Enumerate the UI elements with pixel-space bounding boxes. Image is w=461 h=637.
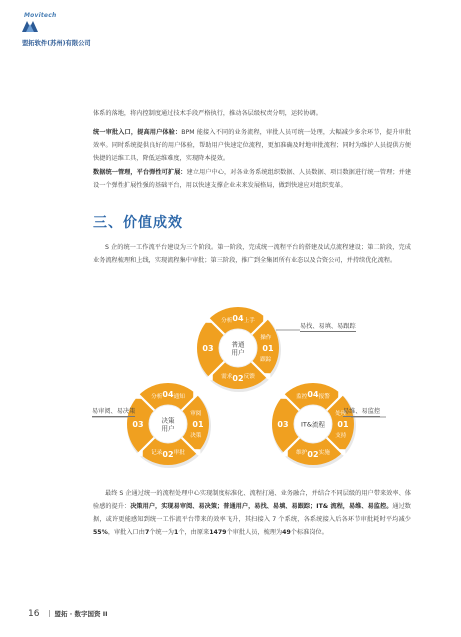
cycle-stage-number: 03 [132,420,144,429]
value-cycle [272,383,356,468]
cycle-segment-label: 跟踪 [260,357,272,364]
results-text: 个统一为 [149,529,174,536]
cycle-stage-number: 02 [162,450,174,459]
cycle-segment-label: 监控 [296,394,308,401]
paragraph-data-management [93,166,411,192]
cycle-center-label: 用户 [161,424,175,433]
cycle-center-label: 决策 [161,416,175,425]
cycle-stage-number: 02 [232,374,244,383]
value-cycle-diagram [60,300,410,475]
cycle-stage-number: 03 [277,420,289,429]
callout-general-user: 易找、易填、易跟踪 [300,323,356,330]
paragraph-unified-entry [93,126,411,165]
results-number: 1 [174,529,179,536]
results-number: 1479 [209,529,227,536]
results-text: 个，由原来 [178,529,210,536]
cycle-segment-label: 上手 [243,318,255,325]
paragraph-lead: 数据统一管理，平台弹性可扩展： [93,169,187,176]
results-number: 55% [93,529,108,536]
results-text: 个审批人员，梳理为 [226,529,283,536]
cycle-stage-number: 01 [337,420,349,429]
cycle-segment-label: 反馈 [243,373,255,380]
results-number: 49 [282,529,291,536]
footer-divider [49,610,50,617]
cycle-segment-label: 实施 [318,449,330,456]
logo-company-name: 盟拓软件(苏州)有限公司 [22,40,91,47]
callout-it-process: 易维、易监控 [343,408,381,415]
cycle-stage-number: 04 [307,390,319,399]
page-footer [28,609,108,619]
logo-brand: Movitech [24,12,57,19]
cycle-segment-label: 需求 [221,373,233,380]
results-text: ，审批入口由 [107,529,145,536]
cycle-segment-label: 审批 [173,449,185,456]
value-cycle [197,307,281,392]
cycle-stage-number: 01 [192,420,204,429]
cycle-stage-number: 01 [262,344,274,353]
cycle-segment-label: 分析 [221,318,233,325]
cycle-segment-label: 审阅 [190,410,202,417]
cycle-stage-number: 03 [202,344,214,353]
results-highlight: 决策用户，实现易审阅、易决策；普通用户，易找、易填、易跟踪；IT& 流程，易维、易监控。 [130,503,393,510]
paragraph-text: 建立用户中心，对各业务系统组织数据、人员数据、项目数据进行统一管理；并建设一个弹性扩展性强的基础平台，用以快速支撑企业未来发展格局，做到快速应对组织变革。 [93,169,412,189]
paragraph-lead: 统一审批入口，提高用户体验： [93,129,182,136]
publication-name: 盟拓 · 数字国资 II [54,610,108,618]
cycle-segment-label: 记录 [151,449,163,456]
cycle-stage-number: 04 [162,390,174,399]
cycle-segment-label: 决策 [190,433,202,440]
cycle-segment-label: 分析 [151,394,163,401]
section-title: 三、价值成效 [93,215,183,231]
results-text: 通过数据，或许更能感知到统一工作流平台带来的效率飞升，其扫接入 7 个系统，各系统接入后各环节审批耗时平均减少 [93,503,411,523]
results-text: 个标准岗位。 [290,529,328,536]
cycle-stage-number: 02 [307,450,319,459]
paragraph-intro: 体系的落地，将内控制度通过技术手段严格执行，推动各层级权责分明，运转协调。 [93,110,322,117]
cycle-segment-label: 通知 [173,394,185,401]
cycle-segment-label: 报警 [318,394,330,401]
logo-mark-icon [20,16,40,36]
cycle-segment-label: 维护 [296,449,308,456]
results-text: 最终 S 企通过统一的流程处理中心实现制度标准化、流程打通、业务融合，并结合不同层级的用户带来效率、体验感的提升： [93,490,411,510]
cycle-center-label: 用户 [231,348,245,357]
company-logo [20,12,130,46]
cycle-segment-label: 支持 [335,433,347,440]
results-number: 7 [144,529,150,536]
cycle-center-label: IT&流程 [301,420,325,429]
cycle-segment-label: 处理 [335,410,347,417]
page-number: 16 [28,609,40,619]
cycle-diagram-svg [60,300,410,475]
callout-decision-user: 易审阅、易决策 [92,408,136,415]
paragraph-phases: S 企的统一工作流平台建设为三个阶段。第一阶段，完成统一流程平台的搭建及试点流程建设；第二阶段，完成业务流程梳理和上线，实现流程集中审批；第三阶段，推广到全集团所有业态以及合资公司，并持续优化流程。 [93,244,411,264]
cycle-segment-label: 操作 [260,334,272,341]
cycle-stage-number: 04 [232,314,244,323]
paragraph-text: BPM 能接入不同的业务流程，审批人员可统一处理，大幅减少多余环节，提升审批效率。同时系统提供良好的用户体验，帮助用户快速定位流程，更加准确及时地审批流程；同时为维护人员提供方便快捷的运维工具，降低运维难度，实现降本提效。 [93,129,412,162]
cycle-center-label: 普通 [231,340,245,349]
paragraph-results [93,487,411,539]
value-cycle [127,383,211,468]
